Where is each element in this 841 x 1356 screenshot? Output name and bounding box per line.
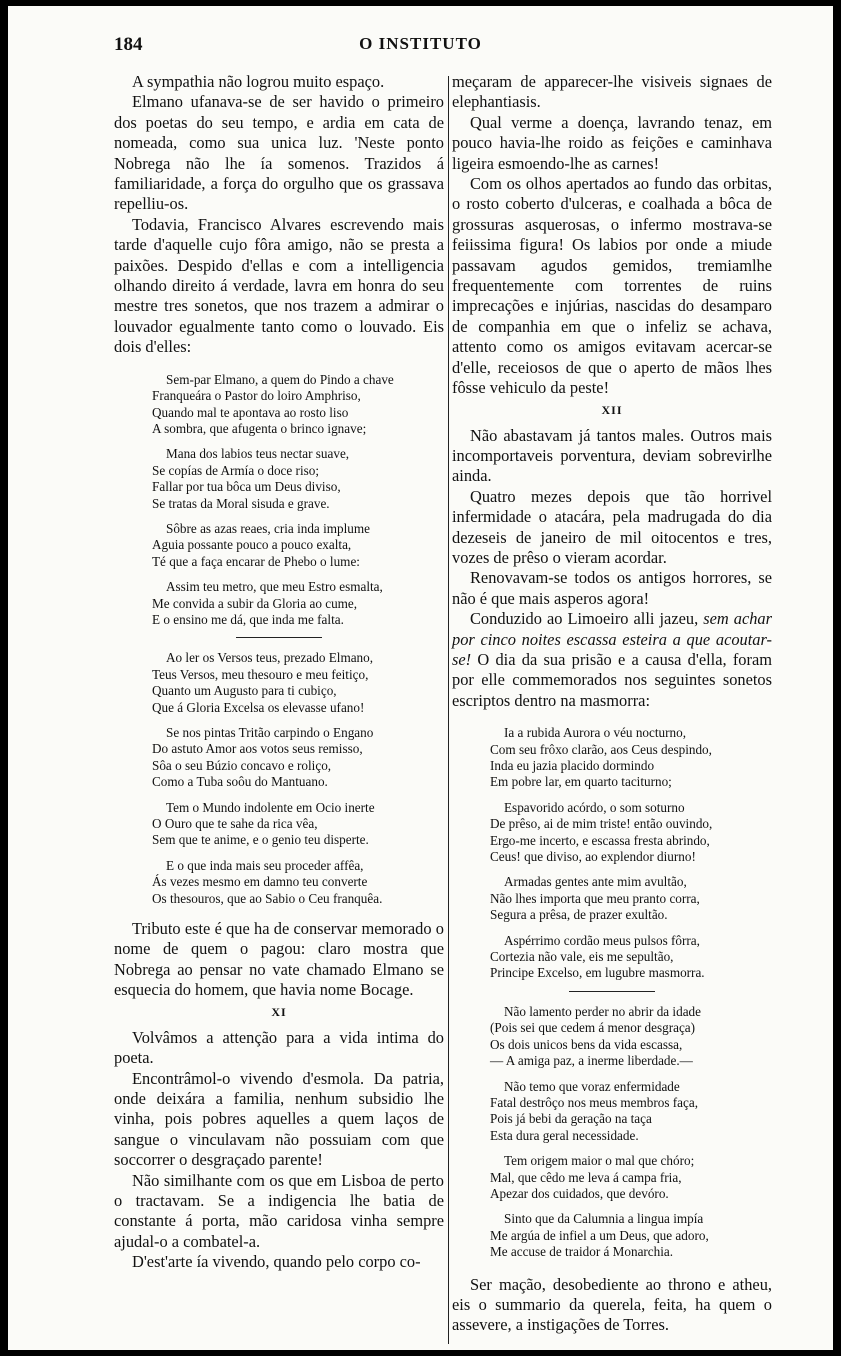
verse-line: Apezar dos cuidados, que devóro. [490,1185,669,1201]
paragraph: Tributo este é que ha de conservar memorado o nome de quem o pagou: claro mostra que Nobrega ao pensar no vate chamado Elmano se esquecia do homem, que havia nome Bocage. [114,919,444,1000]
verse-line: Ia a rubida Aurora o véu nocturno, [504,725,686,741]
verse-line: Segura a prêsa, de prazer exultão. [490,907,668,923]
stanza [152,725,444,791]
verse-line: Sôa o seu Búzio concavo e roliço, [152,757,332,773]
verse-line: Se copías de Armía o doce riso; [152,462,320,478]
verse-line: Quanto um Augusto para ti cubiço, [152,683,337,699]
verse-line: Se tratas da Moral sisuda e grave. [152,495,330,511]
paragraph-text: Conduzido ao Limoeiro alli jazeu, [470,609,699,629]
verse-line: Pois já bebi da geração na taça [490,1111,652,1127]
paragraph: Não abastavam já tantos males. Outros mais incomportaveis porventura, deviam sobrevirlhe ainda. [452,425,772,486]
verse-line: Franqueára o Pastor do loiro Amphriso, [152,388,361,404]
book-page [8,6,833,1350]
verse-line: Ao ler os Versos teus, prezado Elmano, [166,650,374,666]
verse-line: Fatal destrôço nos meus membros faça, [490,1094,699,1110]
sonnet-bocage-2 [452,1004,772,1261]
separator-rule [236,637,322,638]
verse-line: Me argúa de infiel a um Deus, que adoro, [490,1227,709,1243]
paragraph: Com os olhos apertados ao fundo das orbitas, o rosto coberto d'ulceras, e coalhada a bôca de grossuras asquerosas, o infermo mostrava-se feiissima figura! Os labios por onde a miude passavam agudos gemidos, tremiamlhe frequentemente com torrentes de ruins imprecações e injúrias, nascidas do desamparo de companhia em que o infeliz se achava, attento como os amigos evitavam acercar-se d'elle, receiosos de que o aperto de mãos lhes fôsse vehiculo da peste! [452,174,772,398]
stanza [490,933,772,982]
paragraph: A sympathia não logrou muito espaço. [132,72,385,91]
verse-line: Ergo-me incerto, e escassa fresta abrindo, [490,832,710,848]
stanza [152,446,444,512]
stanza [152,800,444,849]
verse-line: A sombra, que afugenta o brinco ignave; [152,420,367,436]
paragraph: Elmano ufanava-se de ser havido o primeiro dos poetas do seu tempo, e ardia em cata de nomeada, como sua unica luz. 'Neste ponto Nobrega não lhe ía somenos. Trazidos á familiaridade, a força do orgulho que os grassava repelliu-os. [114,92,444,214]
verse-line: Armadas gentes ante mim avultão, [504,874,687,890]
verse-line: Teus Versos, meu thesouro e meu feitiço, [152,666,369,682]
sonnet-bocage-1 [452,725,772,982]
verse-line: Se nos pintas Tritão carpindo o Engano [166,725,374,740]
verse-line: Cortezia não vale, eis me sepultão, [490,949,674,965]
verse-line: O Ouro que te sahe da rica vêa, [152,816,318,832]
verse-line: Aguia possante pouco a pouco exalta, [152,537,352,553]
verse-line: Assim teu metro, que meu Estro esmalta, [166,579,383,595]
verse-line: Espavorido acórdo, o som soturno [504,799,685,815]
verse-line: Quando mal te apontava ao rosto liso [152,404,349,420]
verse-line: Sôbre as azas reaes, cria inda implume [166,520,370,536]
stanza [490,1004,772,1070]
verse-line: Não temo que voraz enfermidade [504,1078,680,1094]
stanza [152,372,444,438]
verse-line: Inda eu jazia placido dormindo [490,758,655,773]
paragraph: D'est'arte ía vivendo, quando pelo corpo co- [132,1252,421,1272]
verse-line: Esta dura geral necessidade. [490,1127,639,1143]
verse-line: Mal, que cêdo me leva á campa fria, [490,1169,682,1185]
verse-line: Que á Gloria Excelsa os elevasse ufano! [152,699,365,715]
verse-line: Ceus! que diviso, ao explendor diurno! [490,849,696,865]
paragraph: Não similhante com os que em Lisboa de perto o tractavam. Se a indigencia lhe batia de constante á porta, mão caridosa vinha sempre ajudal-o a combatel-a. [114,1170,444,1251]
stanza [152,858,444,907]
verse-line: Mana dos labios teus nectar suave, [166,446,350,462]
paragraph: Volvâmos a attenção para a vida intima do poeta. [114,1027,444,1068]
paragraph: Ser mação, desobediente ao throno e atheu, eis o summario da querela, feita, ha quem o assevere, a instigações de Torres. [452,1274,772,1335]
verse-line: Aspérrimo cordão meus pulsos fôrra, [504,932,700,948]
page-number: 184 [114,34,143,55]
italic-text: sem achar por cinco noites escassa esteira a que acoutar-se! [452,609,772,669]
page-header [8,34,833,60]
paragraph: Todavia, Francisco Alvares escrevendo mais tarde d'aquelle cujo fôra amigo, não se presta a paixões. Despido d'ellas e com a intelligencia olhando direito á verdade, lavra em honra do seu mestre tres sonetos, que nos trazem a admirar o louvador egualmente tanto como o louvado. Eis dois d'elles: [114,214,444,357]
verse-line: Tem origem maior o mal que chóro; [504,1153,695,1169]
paragraph: Qual verme a doença, lavrando tenaz, em pouco havia-lhe roido as feições e caminhava ligeira esmoendo-lhe as carnes! [452,112,772,173]
verse-line: Sinto que da Calumnia a lingua impía [504,1211,704,1227]
verse-line: Tem o Mundo indolente em Ocio inerte [166,799,375,815]
verse-line: Não lamento perder no abrir da idade [504,1003,701,1019]
stanza [490,1211,772,1260]
paragraph: meçaram de apparecer-lhe visiveis signaes de elephantiasis. [452,72,772,112]
paragraph: Encontrâmol-o vivendo d'esmola. Da patria, onde deixára a familia, nenhum subsidio lhe vinha, pois pobres aquelles a quem laços de sangue o vinculavam não possuiam com que soccorrer o desgraçado parente! [114,1068,444,1170]
verse-line: Como a Tuba soôu do Mantuano. [152,774,328,790]
verse-line: Principe Excelso, em lugubre masmorra. [490,965,705,981]
stanza [490,1079,772,1145]
left-column [114,72,444,1273]
verse-line: De prêso, ai de mim triste! então ouvindo, [490,816,713,832]
stanza [490,725,772,791]
verse-line: E o que inda mais seu proceder affêa, [166,857,364,873]
verse-line: Té que a faça encarar de Phebo o lume: [152,553,360,569]
verse-line: — A amiga paz, a inerme liberdade.— [490,1053,693,1069]
stanza [490,874,772,923]
stanza [490,1153,772,1202]
paragraph: Quatro mezes depois que tão horrivel infermidade o atacára, pela madrugada do dia dezeseis de janeiro de mil oitocentos e tres, vozes de prêso o vieram acordar. [452,486,772,567]
verse-line: Com seu frôxo clarão, aos Ceus despindo, [490,741,712,757]
paragraph [452,609,772,711]
stanza [490,800,772,866]
column-divider [448,76,449,1344]
sonnet-nobrega-1 [114,372,444,629]
stanza [152,650,444,716]
separator-rule [569,991,655,992]
paragraph-text: O dia da sua prisão e a causa d'ella, foram por elle commemorados nos seguintes sonetos escriptos dentro na masmorra: [452,649,772,710]
verse-line: Me accuse de traidor á Monarchia. [490,1244,674,1260]
section-heading: XII [601,402,623,417]
right-column [452,72,772,1336]
verse-line: Ás vezes mesmo em damno teu converte [152,874,368,890]
verse-line: Sem-par Elmano, a quem do Pindo a chave [166,371,394,387]
running-title: O INSTITUTO [359,34,482,53]
sonnet-nobrega-2 [114,650,444,907]
stanza [152,521,444,570]
verse-line: Os thesouros, que ao Sabio o Ceu franquêa. [152,890,383,906]
verse-line: Os dois unicos bens da vida escassa, [490,1036,683,1052]
verse-line: Fallar por tua bôca um Deus diviso, [152,479,341,495]
verse-line: (Pois sei que cedem á menor desgraça) [490,1020,696,1036]
section-heading: XI [271,1004,287,1019]
stanza [152,579,444,628]
verse-line: Do astuto Amor aos votos seus remisso, [152,741,363,757]
paragraph: Renovavam-se todos os antigos horrores, se não é que mais asperos agora! [452,568,772,608]
verse-line: E o ensino me dá, que inda me falta. [152,611,344,627]
verse-line: Sem que te anime, e o genio teu disperte. [152,832,369,848]
verse-line: Me convida a subir da Gloria ao cume, [152,595,358,611]
verse-line: Em pobre lar, em quarto taciturno; [490,774,672,790]
verse-line: Não lhes importa que meu pranto corra, [490,890,700,906]
